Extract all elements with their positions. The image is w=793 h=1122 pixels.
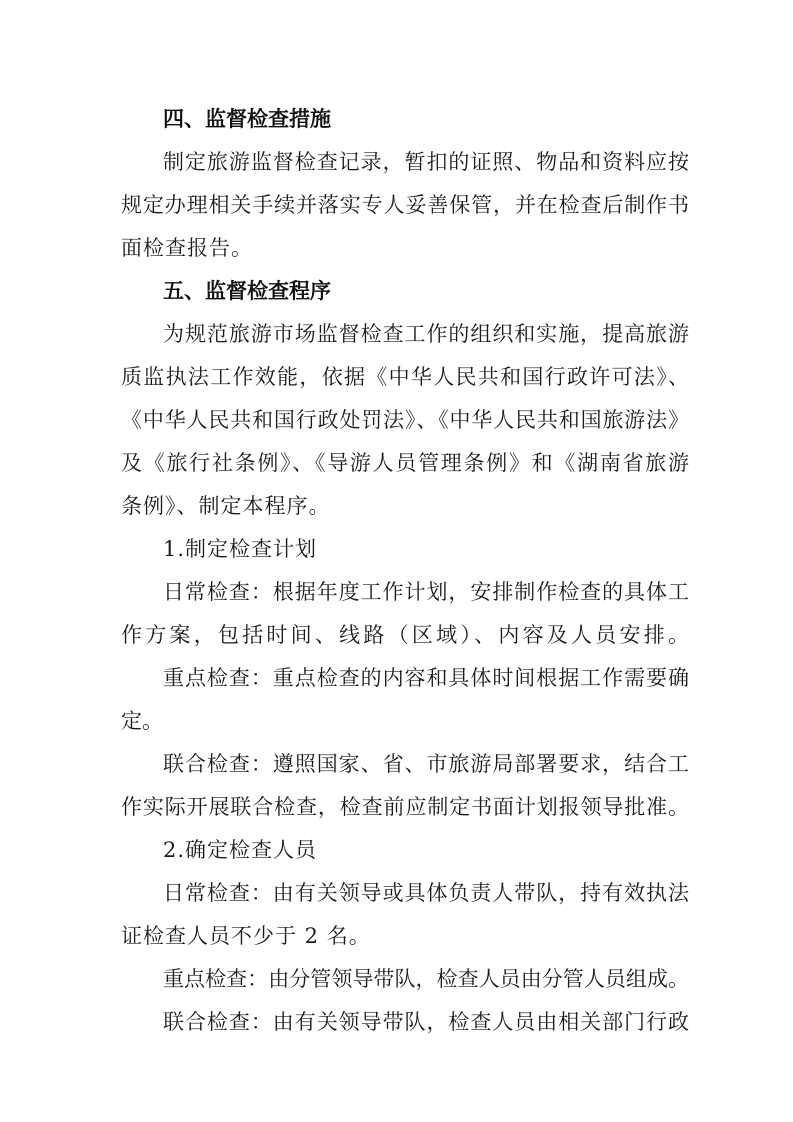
section5-intro-line-2: 质监执法工作效能，依据《中华人民共和国行政许可法》、 xyxy=(121,365,689,389)
step1-key-line-1: 重点检查：重点检查的内容和具体时间根据工作需要确 xyxy=(163,666,689,690)
step2-title: 2.确定检查人员 xyxy=(163,838,318,862)
step2-daily-line-1: 日常检查：由有关领导或具体负责人带队，持有效执法 xyxy=(163,881,689,905)
step1-key-line-2: 定。 xyxy=(121,709,163,733)
section5-intro-line-5: 条例》、制定本程序。 xyxy=(121,494,331,518)
section4-paragraph-line-2: 规定办理相关手续并落实专人妥善保管，并在检查后制作书 xyxy=(121,193,689,217)
step1-joint-line-2: 作实际开展联合检查，检查前应制定书面计划报领导批准。 xyxy=(121,795,689,819)
section5-heading: 五、监督检查程序 xyxy=(163,279,331,303)
section4-paragraph-line-1: 制定旅游监督检查记录，暂扣的证照、物品和资料应按 xyxy=(163,150,689,174)
section4-heading: 四、监督检查措施 xyxy=(163,107,331,131)
step2-daily-line-2: 证检查人员不少于 2 名。 xyxy=(121,924,371,948)
step1-joint-line-1: 联合检查：遵照国家、省、市旅游局部署要求，结合工 xyxy=(163,752,689,776)
step2-key-line-1: 重点检查：由分管领导带队，检查人员由分管人员组成。 xyxy=(163,967,689,991)
section5-intro-line-3: 《中华人民共和国行政处罚法》、《中华人民共和国旅游法》 xyxy=(121,408,689,432)
step1-title: 1.制定检查计划 xyxy=(163,537,318,561)
section5-intro-line-1: 为规范旅游市场监督检查工作的组织和实施，提高旅游 xyxy=(163,322,689,346)
step2-joint-line-1: 联合检查：由有关领导带队，检查人员由相关部门行政 xyxy=(163,1010,689,1034)
section5-intro-line-4: 及《旅行社条例》、《导游人员管理条例》和《湖南省旅游 xyxy=(121,451,689,475)
step1-daily-line-1: 日常检查：根据年度工作计划，安排制作检查的具体工 xyxy=(163,580,689,604)
section4-paragraph-line-3: 面检查报告。 xyxy=(121,236,253,260)
step1-daily-line-2: 作方案，包括时间、线路（区域）、内容及人员安排。 xyxy=(121,623,689,647)
